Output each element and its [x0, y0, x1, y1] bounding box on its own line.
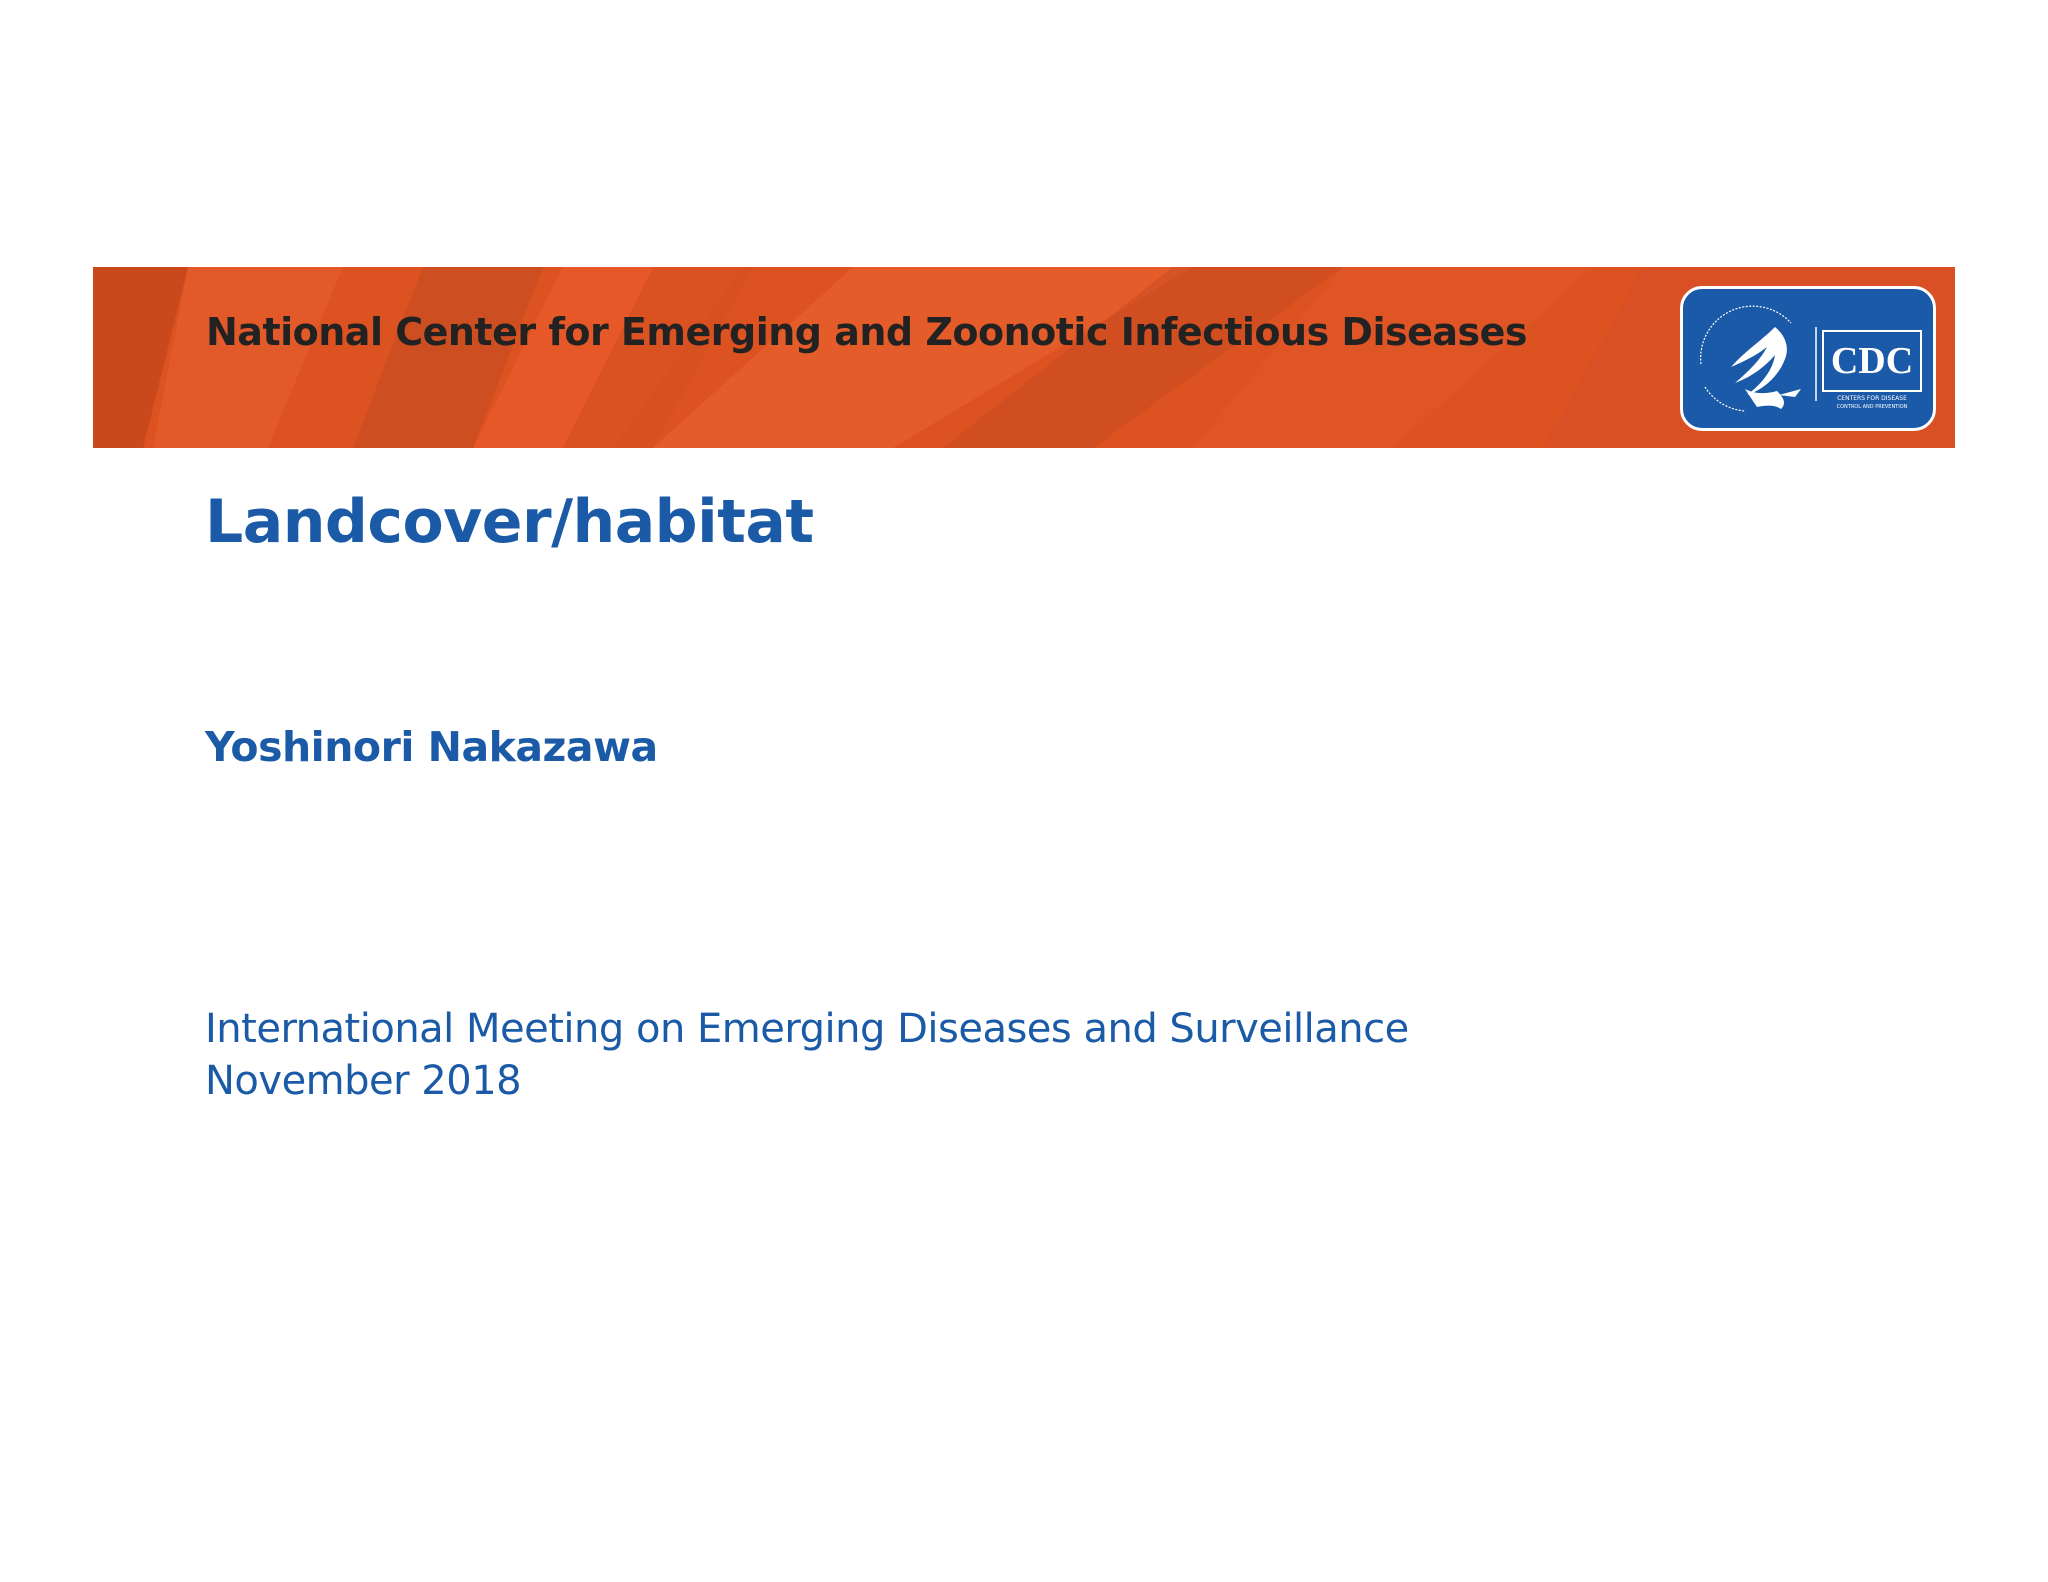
svg-text:CONTROL AND PREVENTION: CONTROL AND PREVENTION [1836, 404, 1908, 410]
event-info [205, 1003, 1409, 1107]
hhs-cdc-logo [1680, 286, 1936, 431]
slide-title: Landcover/habitat [205, 487, 814, 557]
cdc-wordmark-icon [1823, 331, 1921, 410]
presenter-name: Yoshinori Nakazawa [205, 723, 658, 771]
svg-text:CENTERS FOR DISEASE: CENTERS FOR DISEASE [1837, 395, 1907, 402]
svg-text:CDC: CDC [1830, 340, 1914, 382]
header-banner [93, 267, 1955, 448]
hhs-seal-icon [1701, 306, 1801, 411]
event-name: International Meeting on Emerging Diseases and Surveillance [205, 1006, 1409, 1052]
cdc-logo-graphic [1683, 289, 1933, 428]
banner-stripe-pattern [93, 267, 1955, 448]
organization-name: National Center for Emerging and Zoonotic Infectious Diseases [206, 310, 1528, 354]
event-date: November 2018 [205, 1058, 522, 1104]
